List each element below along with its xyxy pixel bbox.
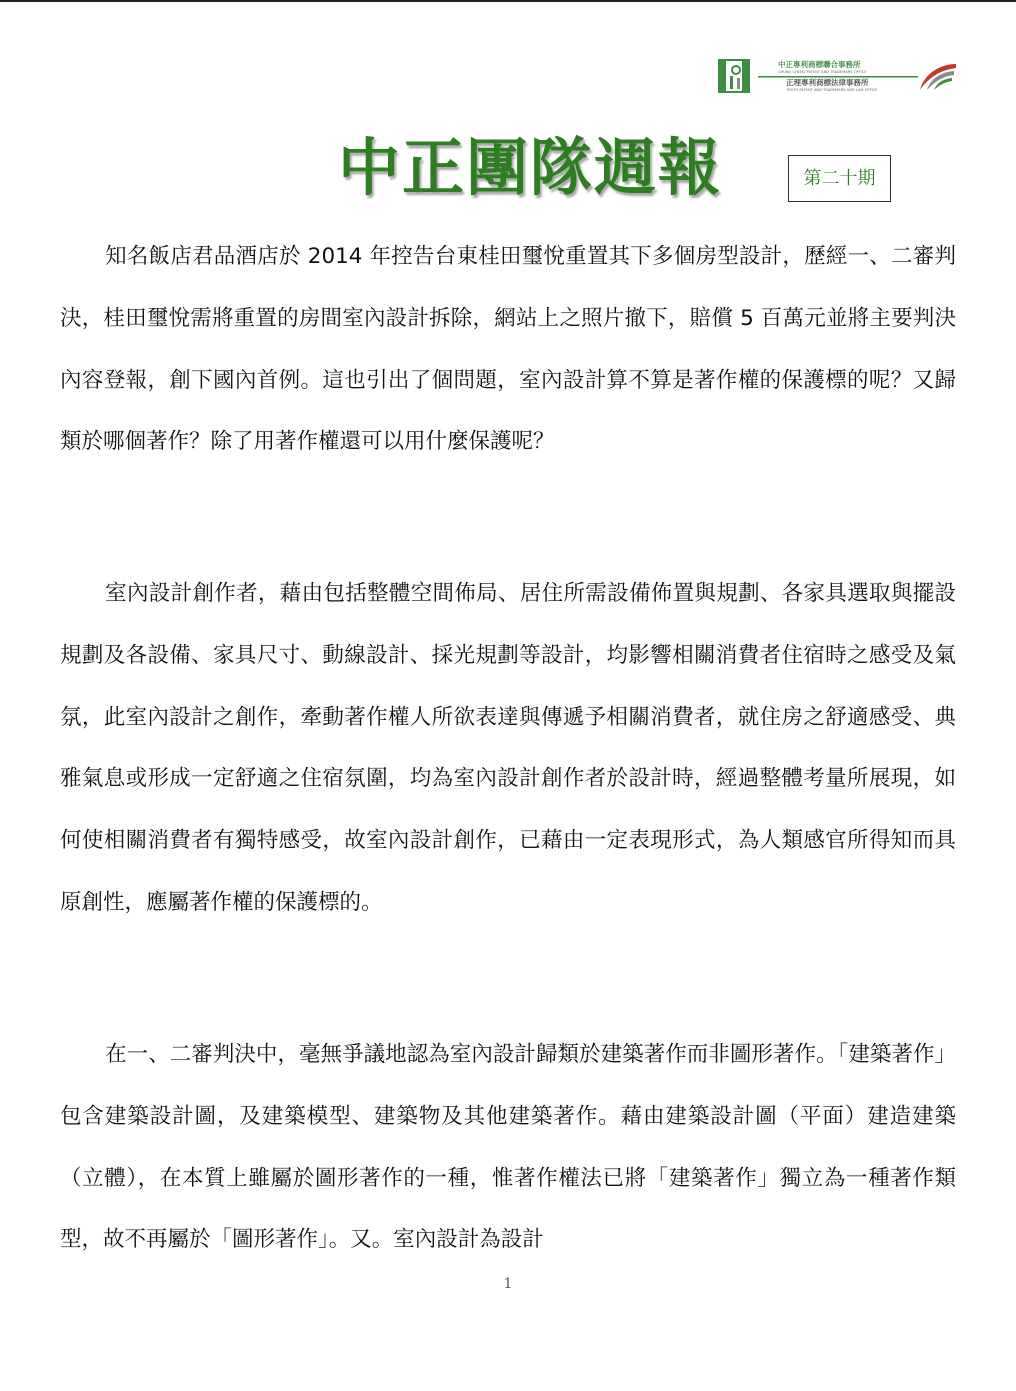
logo-line-3: 正理專利商標法律事務所 xyxy=(786,78,869,87)
paragraph-3: 在一、二審判決中，毫無爭議地認為室內設計歸類於建築著作而非圖形著作。「建築著作」包含建築設計圖，及建築模型、建築物及其他建築著作。藉由建築設計圖（平面）建造建築（立體），在本質上雖屬於圖形著作的一種，惟著作權法已將「建築著作」獨立為一種著作類型，故不再屬於「圖形著作」。又。室內設計為設計 xyxy=(60,1042,956,1253)
newsletter-title: 中正團隊週報 xyxy=(338,131,723,204)
paragraph-2: 室內設計創作者，藉由包括整體空間佈局、居住所需設備佈置與規劃、各家具選取與擺設規劃及各設備、家具尺寸、動線設計、採光規劃等設計，均影響相關消費者住宿時之感受及氣氛，此室內設計之創作，牽動著作權人所欲表達與傳遞予相關消費者，就住房之舒適感受、典雅氣息或形成一定舒適之住宿氛圍，均為室內設計創作者於設計時，經過整體考量所展現，如何使相關消費者有獨特感受，故室內設計創作，已藉由一定表現形式，為人類感官所得知而具原創性，應屬著作權的保護標的。 xyxy=(60,581,956,915)
paragraph-1: 知名飯店君品酒店於 2014 年控告台東桂田璽悅重置其下多個房型設計，歷經一、二審判決，桂田璽悅需將重置的房間室內設計拆除，網站上之照片撤下，賠償 5 百萬元並將主要判決內容登報，創下國內首例。這也引出了個問題，室內設計算不算是著作權的保護標的呢？又歸類於哪個著作？除了用著作權還可以用什麼保護呢？ xyxy=(60,244,956,455)
logo-line-1: 中正專利商標聯合事務所 xyxy=(778,60,861,69)
page-number: 1 xyxy=(503,1276,513,1292)
firm-logo xyxy=(718,56,958,96)
logo-line-2: CHUNG CHENG PATENT AND TRADEMARK OFFICE xyxy=(778,70,867,74)
logo-line-4: TRUTH PATENT AND TRADEMARK AND LAW OFFICE xyxy=(786,88,878,92)
issue-number-box: 第二十期 xyxy=(788,155,891,202)
top-border-rule xyxy=(0,0,1016,2)
